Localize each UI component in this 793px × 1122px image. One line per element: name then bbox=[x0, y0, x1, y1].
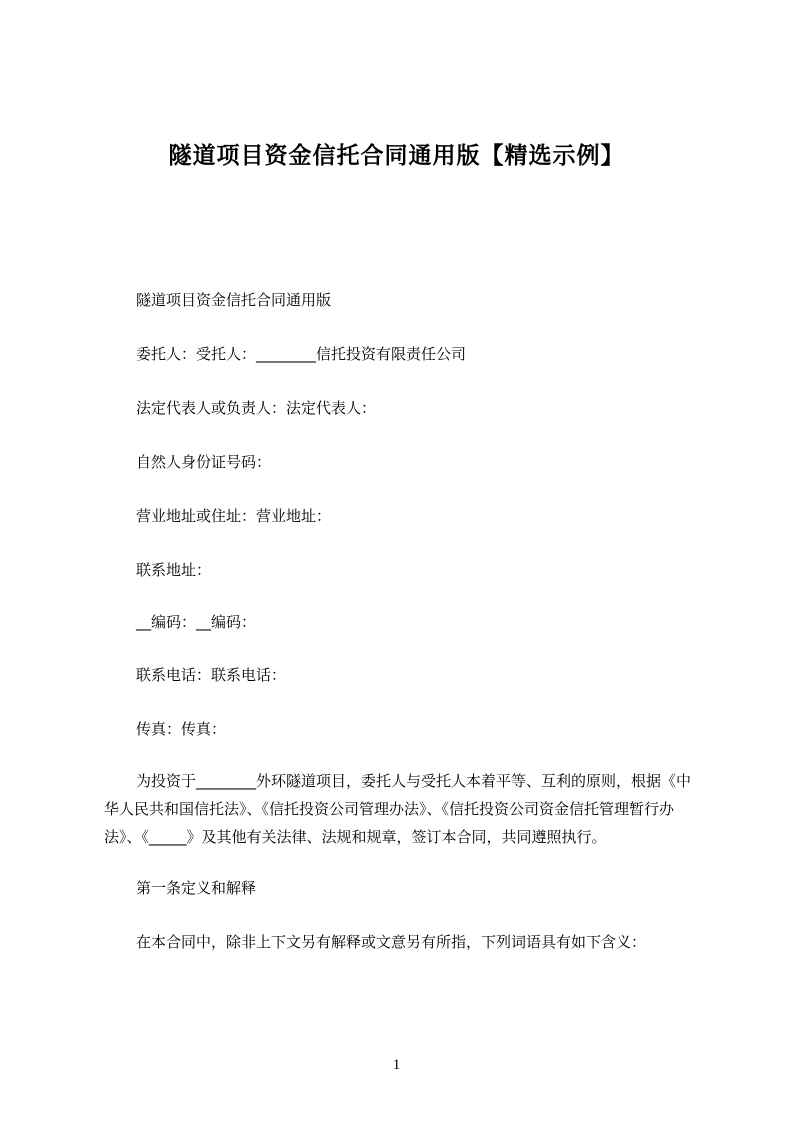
document-subtitle: 隧道项目资金信托合同通用版 bbox=[136, 291, 332, 309]
contact-address-line: 联系地址： bbox=[136, 561, 212, 579]
postcode-line: __编码：__编码： bbox=[136, 613, 257, 631]
phone-line: 联系电话：联系电话： bbox=[136, 666, 287, 684]
id-number-line: 自然人身份证号码： bbox=[136, 453, 272, 471]
section-heading: 第一条定义和解释 bbox=[136, 879, 257, 897]
document-title: 隧道项目资金信托合同通用版【精选示例】 bbox=[168, 143, 625, 169]
preamble-paragraph: 为投资于________外环隧道项目，委托人与受托人本着平等、互利的原则，根据《中华人民共和国信托法》、《信托投资公司管理办法》、《信托投资公司资金信托管理暂行办法》、《_____》及其他有关法律、法规和规章，签订本合同，共同遵照执行。 bbox=[104, 772, 692, 846]
section-text: 在本合同中，除非上下文另有解释或文意另有所指，下列词语具有如下含义： bbox=[136, 933, 647, 951]
business-address-line: 营业地址或住址：营业地址： bbox=[136, 507, 332, 525]
fax-line: 传真：传真： bbox=[136, 720, 227, 738]
legal-representative-line: 法定代表人或负责人：法定代表人： bbox=[136, 399, 377, 417]
parties-line: 委托人：受托人：________信托投资有限责任公司 bbox=[136, 345, 467, 363]
page-number: 1 bbox=[392, 1057, 401, 1073]
